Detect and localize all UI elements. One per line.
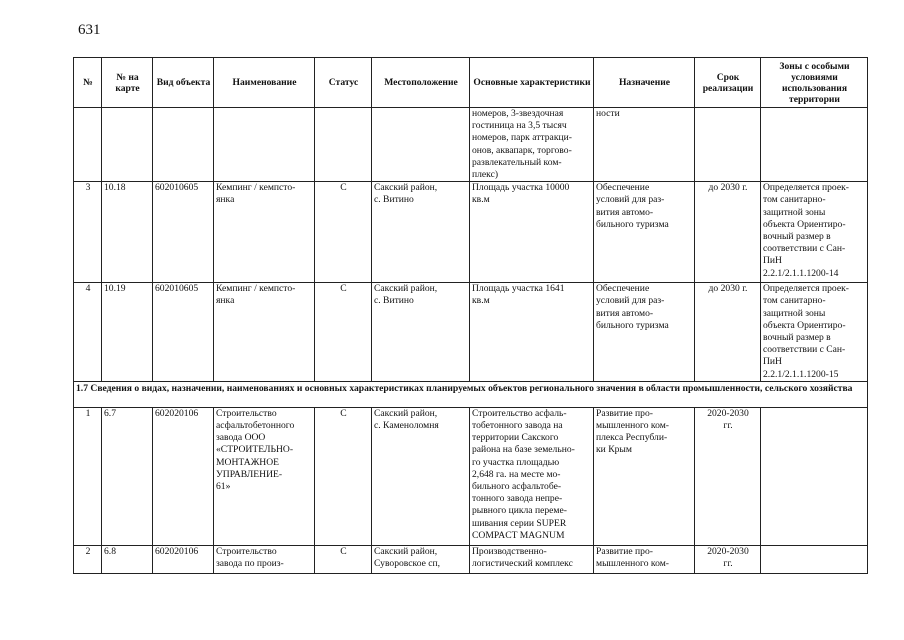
name-cell: Кемпинг / кемпсто- янка <box>214 283 315 382</box>
header-cell: № на карте <box>102 58 153 108</box>
purpose-cell: Развитие про- мышленного ком- <box>594 545 695 573</box>
continuation-row <box>74 108 868 182</box>
num-cell: 2 <box>74 545 102 573</box>
num-cell: 1 <box>74 407 102 545</box>
header-cell: Основные характеристики <box>470 58 594 108</box>
header-cell: Вид объекта <box>153 58 214 108</box>
type-cell: 602010605 <box>153 283 214 382</box>
cell <box>695 108 761 182</box>
location-cell: Сакский район, с. Каменоломня <box>372 407 470 545</box>
zones-cell <box>761 407 868 545</box>
status-cell: С <box>315 407 372 545</box>
cell <box>74 108 102 182</box>
section-heading-row <box>74 381 868 407</box>
status-cell: С <box>315 545 372 573</box>
header-cell: Срок реализации <box>695 58 761 108</box>
map-cell: 6.8 <box>102 545 153 573</box>
table-header-row <box>74 58 868 108</box>
purpose-cell: Обеспечение условий для раз- вития автомо- бильного туризма <box>594 283 695 382</box>
num-cell: 4 <box>74 283 102 382</box>
cell <box>372 108 470 182</box>
name-cell: Строительство завода по произ- <box>214 545 315 573</box>
type-cell: 602020106 <box>153 545 214 573</box>
purpose-cell: Обеспечение условий для раз- вития автомо- бильного туризма <box>594 182 695 283</box>
cell <box>214 108 315 182</box>
status-cell: С <box>315 283 372 382</box>
table-row <box>74 283 868 382</box>
type-cell: 602020106 <box>153 407 214 545</box>
num-cell: 3 <box>74 182 102 283</box>
characteristics-cell: Производственно- логистический комплекс <box>470 545 594 573</box>
map-cell: 6.7 <box>102 407 153 545</box>
characteristics-cell: номеров, 3-звездочная гостиница на 3,5 тысяч номеров, парк аттракци- онов, аквапарк, торгово- развлекательный ком- плекс) <box>470 108 594 182</box>
term-cell: до 2030 г. <box>695 283 761 382</box>
location-cell: Сакский район, с. Витино <box>372 283 470 382</box>
location-cell: Сакский район, Суворовское сп, <box>372 545 470 573</box>
characteristics-cell: Площадь участка 1641 кв.м <box>470 283 594 382</box>
characteristics-cell: Площадь участка 10000 кв.м <box>470 182 594 283</box>
header-cell: Статус <box>315 58 372 108</box>
map-cell: 10.18 <box>102 182 153 283</box>
location-cell: Сакский район, с. Витино <box>372 182 470 283</box>
cell <box>153 108 214 182</box>
term-cell: до 2030 г. <box>695 182 761 283</box>
header-cell: Местоположение <box>372 58 470 108</box>
zones-cell: Определяется проек- том санитарно- защитной зоны объекта Ориентиро- вочный размер в соответствии с Сан- ПиН 2.2.1/2.1.1.1200-15 <box>761 283 868 382</box>
cell <box>102 108 153 182</box>
page-number: 631 <box>78 22 101 38</box>
header-cell: № <box>74 58 102 108</box>
table-row <box>74 182 868 283</box>
name-cell: Кемпинг / кемпсто- янка <box>214 182 315 283</box>
objects-table <box>73 57 868 574</box>
purpose-cell: Развитие про- мышленного ком- плекса Республи- ки Крым <box>594 407 695 545</box>
zones-cell <box>761 545 868 573</box>
name-cell: Строительство асфальтобетонного завода ООО «СТРОИТЕЛЬНО- МОНТАЖНОЕ УПРАВЛЕНИЕ- 61» <box>214 407 315 545</box>
term-cell: 2020-2030 гг. <box>695 545 761 573</box>
term-cell: 2020-2030 гг. <box>695 407 761 545</box>
purpose-cell: ности <box>594 108 695 182</box>
header-cell: Назначение <box>594 58 695 108</box>
map-cell: 10.19 <box>102 283 153 382</box>
header-cell: Наименование <box>214 58 315 108</box>
type-cell: 602010605 <box>153 182 214 283</box>
cell <box>315 108 372 182</box>
status-cell: С <box>315 182 372 283</box>
cell <box>761 108 868 182</box>
zones-cell: Определяется проек- том санитарно- защитной зоны объекта Ориентиро- вочный размер в соответствии с Сан- ПиН 2.2.1/2.1.1.1200-14 <box>761 182 868 283</box>
table-row <box>74 545 868 573</box>
header-cell: Зоны с особыми условиями использования территории <box>761 58 868 108</box>
section-title: 1.7 Сведения о видах, назначении, наименованиях и основных характеристиках планируемых объектов регионального значения в области промышленности, сельского хозяйства <box>74 381 868 407</box>
table-row <box>74 407 868 545</box>
characteristics-cell: Строительство асфаль- тобетонного завода на территории Сакского района на базе земельно- го участка площадью 2,648 га. на месте мо- бильного асфальтобе- тонного завода непре- рывного цикла переме- шивания серии SUPER COMPACT MAGNUM <box>470 407 594 545</box>
